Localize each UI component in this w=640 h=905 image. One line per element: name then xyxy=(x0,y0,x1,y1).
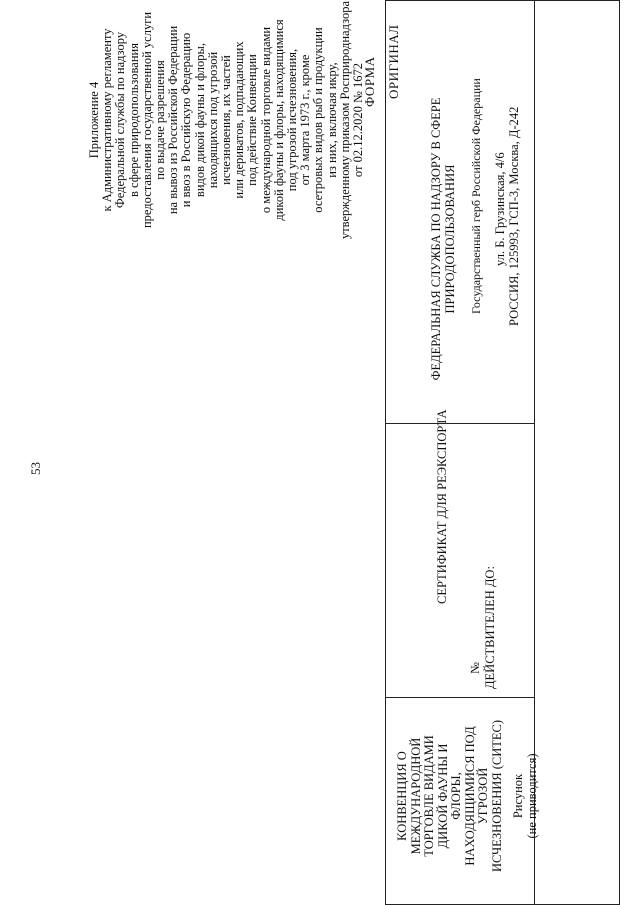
picture-caption-line: Рисунок xyxy=(511,773,525,819)
picture-caption-line: (не приводится) xyxy=(524,753,539,839)
convention-title-line: КОНВЕНЦИЯ О xyxy=(395,751,409,841)
annex-line: находящихся под угрозой xyxy=(205,51,220,189)
certificate-title: СЕРТИФИКАТ ДЛЯ РЕЭКСПОРТА xyxy=(435,409,449,604)
convention-title-line: НАХОДЯЩИМИСЯ ПОД xyxy=(462,726,477,866)
certificate-valid-until-label: ДЕЙСТВИТЕЛЕН ДО: xyxy=(483,566,497,689)
authority-name-line: ПРИРОДОПОЛЬЗОВАНИЯ xyxy=(442,164,457,314)
annex-line: осетровых видов рыб и продукции xyxy=(311,27,326,213)
picture-caption xyxy=(512,696,539,896)
annex-line: о международной торговле видами xyxy=(258,26,273,214)
convention-title-line: ФЛОРЫ, xyxy=(449,772,463,820)
convention-title-line: ИСЧЕЗНОВЕНИЯ (СИТЕС) xyxy=(489,719,504,873)
column-divider xyxy=(386,423,534,424)
annex-line: от 3 марта 1973 г., кроме xyxy=(298,54,313,186)
convention-cell xyxy=(396,696,539,896)
annex-line: от 02.12.2020 № 1672 xyxy=(351,62,366,178)
annex-line: к Административному регламенту xyxy=(100,28,115,212)
authority-name-line: ФЕДЕРАЛЬНАЯ СЛУЖБА ПО НАДЗОРУ В СФЕРЕ xyxy=(429,97,443,381)
annex-line: в сфере природопользования xyxy=(126,43,141,197)
annex-line: по выдаче разрешения xyxy=(153,60,168,180)
annex-line: под угрозой исчезновения, xyxy=(285,48,300,192)
authority-name xyxy=(430,59,457,419)
certificate-number-label: № xyxy=(468,662,482,674)
annex-header xyxy=(88,0,365,240)
annex-line: под действие Конвенции xyxy=(245,54,260,186)
certificate-form-table xyxy=(385,0,620,905)
page-number: 53 xyxy=(28,462,43,475)
authority-address-line: РОССИЯ, 125993, ГСП-3, Москва, Д-242 xyxy=(507,106,521,326)
annex-line: на вывоз из Российской Федерации xyxy=(166,25,181,215)
annex-line: Приложение 4 xyxy=(87,81,101,159)
annex-line: и ввоз в Российскую Федерацию xyxy=(179,32,194,208)
annex-line: утвержденному приказом Росприроднадзора xyxy=(337,0,352,240)
coat-of-arms-caption: Государственный герб Российской Федерации xyxy=(469,78,483,314)
annex-line: исчезновения, их частей xyxy=(219,55,234,185)
annex-line: предоставления государственной услуги xyxy=(139,11,154,229)
convention-title-line: ДИКОЙ ФАУНЫ И xyxy=(435,743,450,849)
convention-title-line: УГРОЗОЙ xyxy=(476,767,490,825)
form-label: ФОРМА xyxy=(362,56,377,107)
annex-line: или дериватов, подпадающих xyxy=(232,41,247,199)
convention-title-line: ТОРГОВЛЕ ВИДАМИ xyxy=(422,735,436,857)
original-label: ОРИГИНАЛ xyxy=(386,24,401,99)
annex-line: Федеральной службы по надзору xyxy=(113,31,128,209)
authority-address-line: ул. Б. Грузинская, 4/6 xyxy=(493,152,507,266)
annex-line: дикой фауны и флоры, находящимися xyxy=(271,19,286,221)
annex-line: видов дикой фауны и флоры, xyxy=(192,42,207,198)
convention-title-line: МЕЖДУНАРОДНОЙ xyxy=(408,737,423,855)
annex-line: из них, включая икру, xyxy=(324,62,339,178)
